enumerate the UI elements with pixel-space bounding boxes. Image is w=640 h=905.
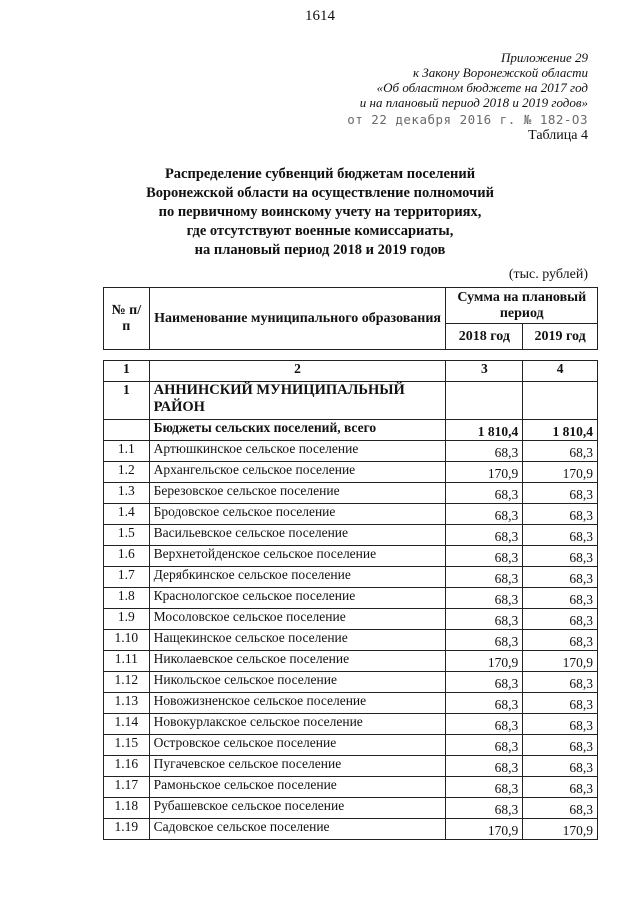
units-label: (тыс. рублей)	[508, 267, 588, 282]
row-2018: 170,9	[446, 819, 523, 840]
colnum-cell: 1	[104, 361, 150, 382]
row-2019: 170,9	[523, 819, 598, 840]
subtotal-2019: 1 810,4	[523, 420, 598, 441]
row-2018: 68,3	[446, 504, 523, 525]
table-row	[104, 546, 598, 567]
row-name: Пугачевское сельское поселение	[149, 756, 446, 777]
row-2019: 68,3	[523, 630, 598, 651]
row-no: 1.4	[104, 504, 150, 525]
row-2018: 68,3	[446, 735, 523, 756]
row-2018: 68,3	[446, 714, 523, 735]
row-name: Новокурлакское сельское поселение	[149, 714, 446, 735]
row-no: 1.14	[104, 714, 150, 735]
row-2019: 68,3	[523, 693, 598, 714]
row-no: 1.7	[104, 567, 150, 588]
row-2018: 68,3	[446, 588, 523, 609]
appendix-line: «Об областном бюджете на 2017 год	[376, 80, 588, 95]
row-name: Рубашевское сельское поселение	[149, 798, 446, 819]
row-2018: 68,3	[446, 672, 523, 693]
table-row	[104, 504, 598, 525]
row-2019: 68,3	[523, 672, 598, 693]
colnum-cell: 4	[523, 361, 598, 382]
row-name: Рамоньское сельское поселение	[149, 777, 446, 798]
table-row	[104, 735, 598, 756]
row-name: Бродовское сельское поселение	[149, 504, 446, 525]
subsidy-table	[103, 287, 598, 840]
row-name: Николаевское сельское поселение	[149, 651, 446, 672]
document-title	[100, 165, 540, 260]
row-name: Дерябкинское сельское поселение	[149, 567, 446, 588]
table-row	[104, 651, 598, 672]
row-2018: 170,9	[446, 462, 523, 483]
empty-cell	[104, 420, 150, 441]
row-name: Новожизненское сельское поселение	[149, 693, 446, 714]
row-no: 1.11	[104, 651, 150, 672]
row-2018: 68,3	[446, 483, 523, 504]
table-row	[104, 588, 598, 609]
subtotal-2018: 1 810,4	[446, 420, 523, 441]
header-no: № п/п	[104, 288, 150, 350]
header-2019: 2019 год	[523, 324, 598, 350]
colnum-cell: 2	[149, 361, 446, 382]
row-no: 1.16	[104, 756, 150, 777]
row-no: 1.18	[104, 798, 150, 819]
colnum-cell: 3	[446, 361, 523, 382]
table-row	[104, 798, 598, 819]
row-2019: 68,3	[523, 714, 598, 735]
title-line: Воронежской области на осуществление полномочий	[146, 185, 494, 201]
row-2019: 68,3	[523, 588, 598, 609]
row-no: 1.5	[104, 525, 150, 546]
table-row	[104, 714, 598, 735]
page-number: 1614	[305, 8, 335, 24]
row-name: Никольское сельское поселение	[149, 672, 446, 693]
table-row	[104, 567, 598, 588]
row-no: 1.1	[104, 441, 150, 462]
row-2018: 68,3	[446, 756, 523, 777]
row-2019: 68,3	[523, 546, 598, 567]
district-name: АННИНСКИЙ МУНИЦИПАЛЬНЫЙ РАЙОН	[149, 382, 446, 420]
row-name: Березовское сельское поселение	[149, 483, 446, 504]
row-2019: 68,3	[523, 756, 598, 777]
table-row	[104, 777, 598, 798]
empty-cell	[523, 382, 598, 420]
row-name: Садовское сельское поселение	[149, 819, 446, 840]
row-no: 1.9	[104, 609, 150, 630]
row-2018: 68,3	[446, 441, 523, 462]
row-name: Краснологское сельское поселение	[149, 588, 446, 609]
row-2018: 68,3	[446, 777, 523, 798]
row-no: 1.3	[104, 483, 150, 504]
table-row	[104, 672, 598, 693]
row-name: Артюшкинское сельское поселение	[149, 441, 446, 462]
appendix-line: Приложение 29	[500, 50, 588, 65]
row-name: Нащекинское сельское поселение	[149, 630, 446, 651]
appendix-note	[360, 50, 588, 110]
table-row	[104, 756, 598, 777]
row-2019: 68,3	[523, 609, 598, 630]
header-name: Наименование муниципального образования	[149, 288, 446, 350]
subtotal-label: Бюджеты сельских поселений, всего	[149, 420, 446, 441]
table-row	[104, 630, 598, 651]
row-2018: 68,3	[446, 630, 523, 651]
row-2019: 170,9	[523, 462, 598, 483]
row-no: 1.2	[104, 462, 150, 483]
title-line: по первичному воинскому учету на территориях,	[158, 204, 482, 220]
row-2018: 68,3	[446, 546, 523, 567]
registration-stamp: от 22 декабря 2016 г. № 182-ОЗ	[347, 112, 588, 127]
row-no: 1.17	[104, 777, 150, 798]
row-name: Васильевское сельское поселение	[149, 525, 446, 546]
row-2019: 170,9	[523, 651, 598, 672]
table-label: Таблица 4	[528, 128, 588, 143]
title-line: где отсутствуют военные комиссариаты,	[186, 223, 454, 239]
appendix-line: и на плановый период 2018 и 2019 годов»	[359, 95, 588, 110]
appendix-line: к Закону Воронежской области	[412, 65, 588, 80]
table-row	[104, 693, 598, 714]
header-sum: Сумма на плановый период	[446, 288, 598, 324]
row-2019: 68,3	[523, 777, 598, 798]
title-line: на плановый период 2018 и 2019 годов	[194, 242, 446, 258]
row-2018: 68,3	[446, 609, 523, 630]
row-name: Архангельское сельское поселение	[149, 462, 446, 483]
row-2018: 170,9	[446, 651, 523, 672]
row-2019: 68,3	[523, 735, 598, 756]
table-row	[104, 441, 598, 462]
row-2019: 68,3	[523, 798, 598, 819]
row-no: 1.12	[104, 672, 150, 693]
row-name: Островское сельское поселение	[149, 735, 446, 756]
row-2018: 68,3	[446, 693, 523, 714]
row-name: Мосоловское сельское поселение	[149, 609, 446, 630]
district-no: 1	[104, 382, 150, 420]
table-row	[104, 525, 598, 546]
row-2019: 68,3	[523, 525, 598, 546]
row-no: 1.19	[104, 819, 150, 840]
row-no: 1.10	[104, 630, 150, 651]
title-line: Распределение субвенций бюджетам поселений	[164, 166, 476, 182]
table-row	[104, 609, 598, 630]
row-2019: 68,3	[523, 567, 598, 588]
row-2019: 68,3	[523, 504, 598, 525]
table-row	[104, 483, 598, 504]
row-2019: 68,3	[523, 483, 598, 504]
row-no: 1.13	[104, 693, 150, 714]
row-2018: 68,3	[446, 567, 523, 588]
row-2019: 68,3	[523, 441, 598, 462]
row-2018: 68,3	[446, 525, 523, 546]
row-2018: 68,3	[446, 798, 523, 819]
row-no: 1.15	[104, 735, 150, 756]
row-name: Верхнетойденское сельское поселение	[149, 546, 446, 567]
row-no: 1.8	[104, 588, 150, 609]
header-2018: 2018 год	[446, 324, 523, 350]
table-row	[104, 462, 598, 483]
table-row	[104, 819, 598, 840]
row-no: 1.6	[104, 546, 150, 567]
empty-cell	[446, 382, 523, 420]
